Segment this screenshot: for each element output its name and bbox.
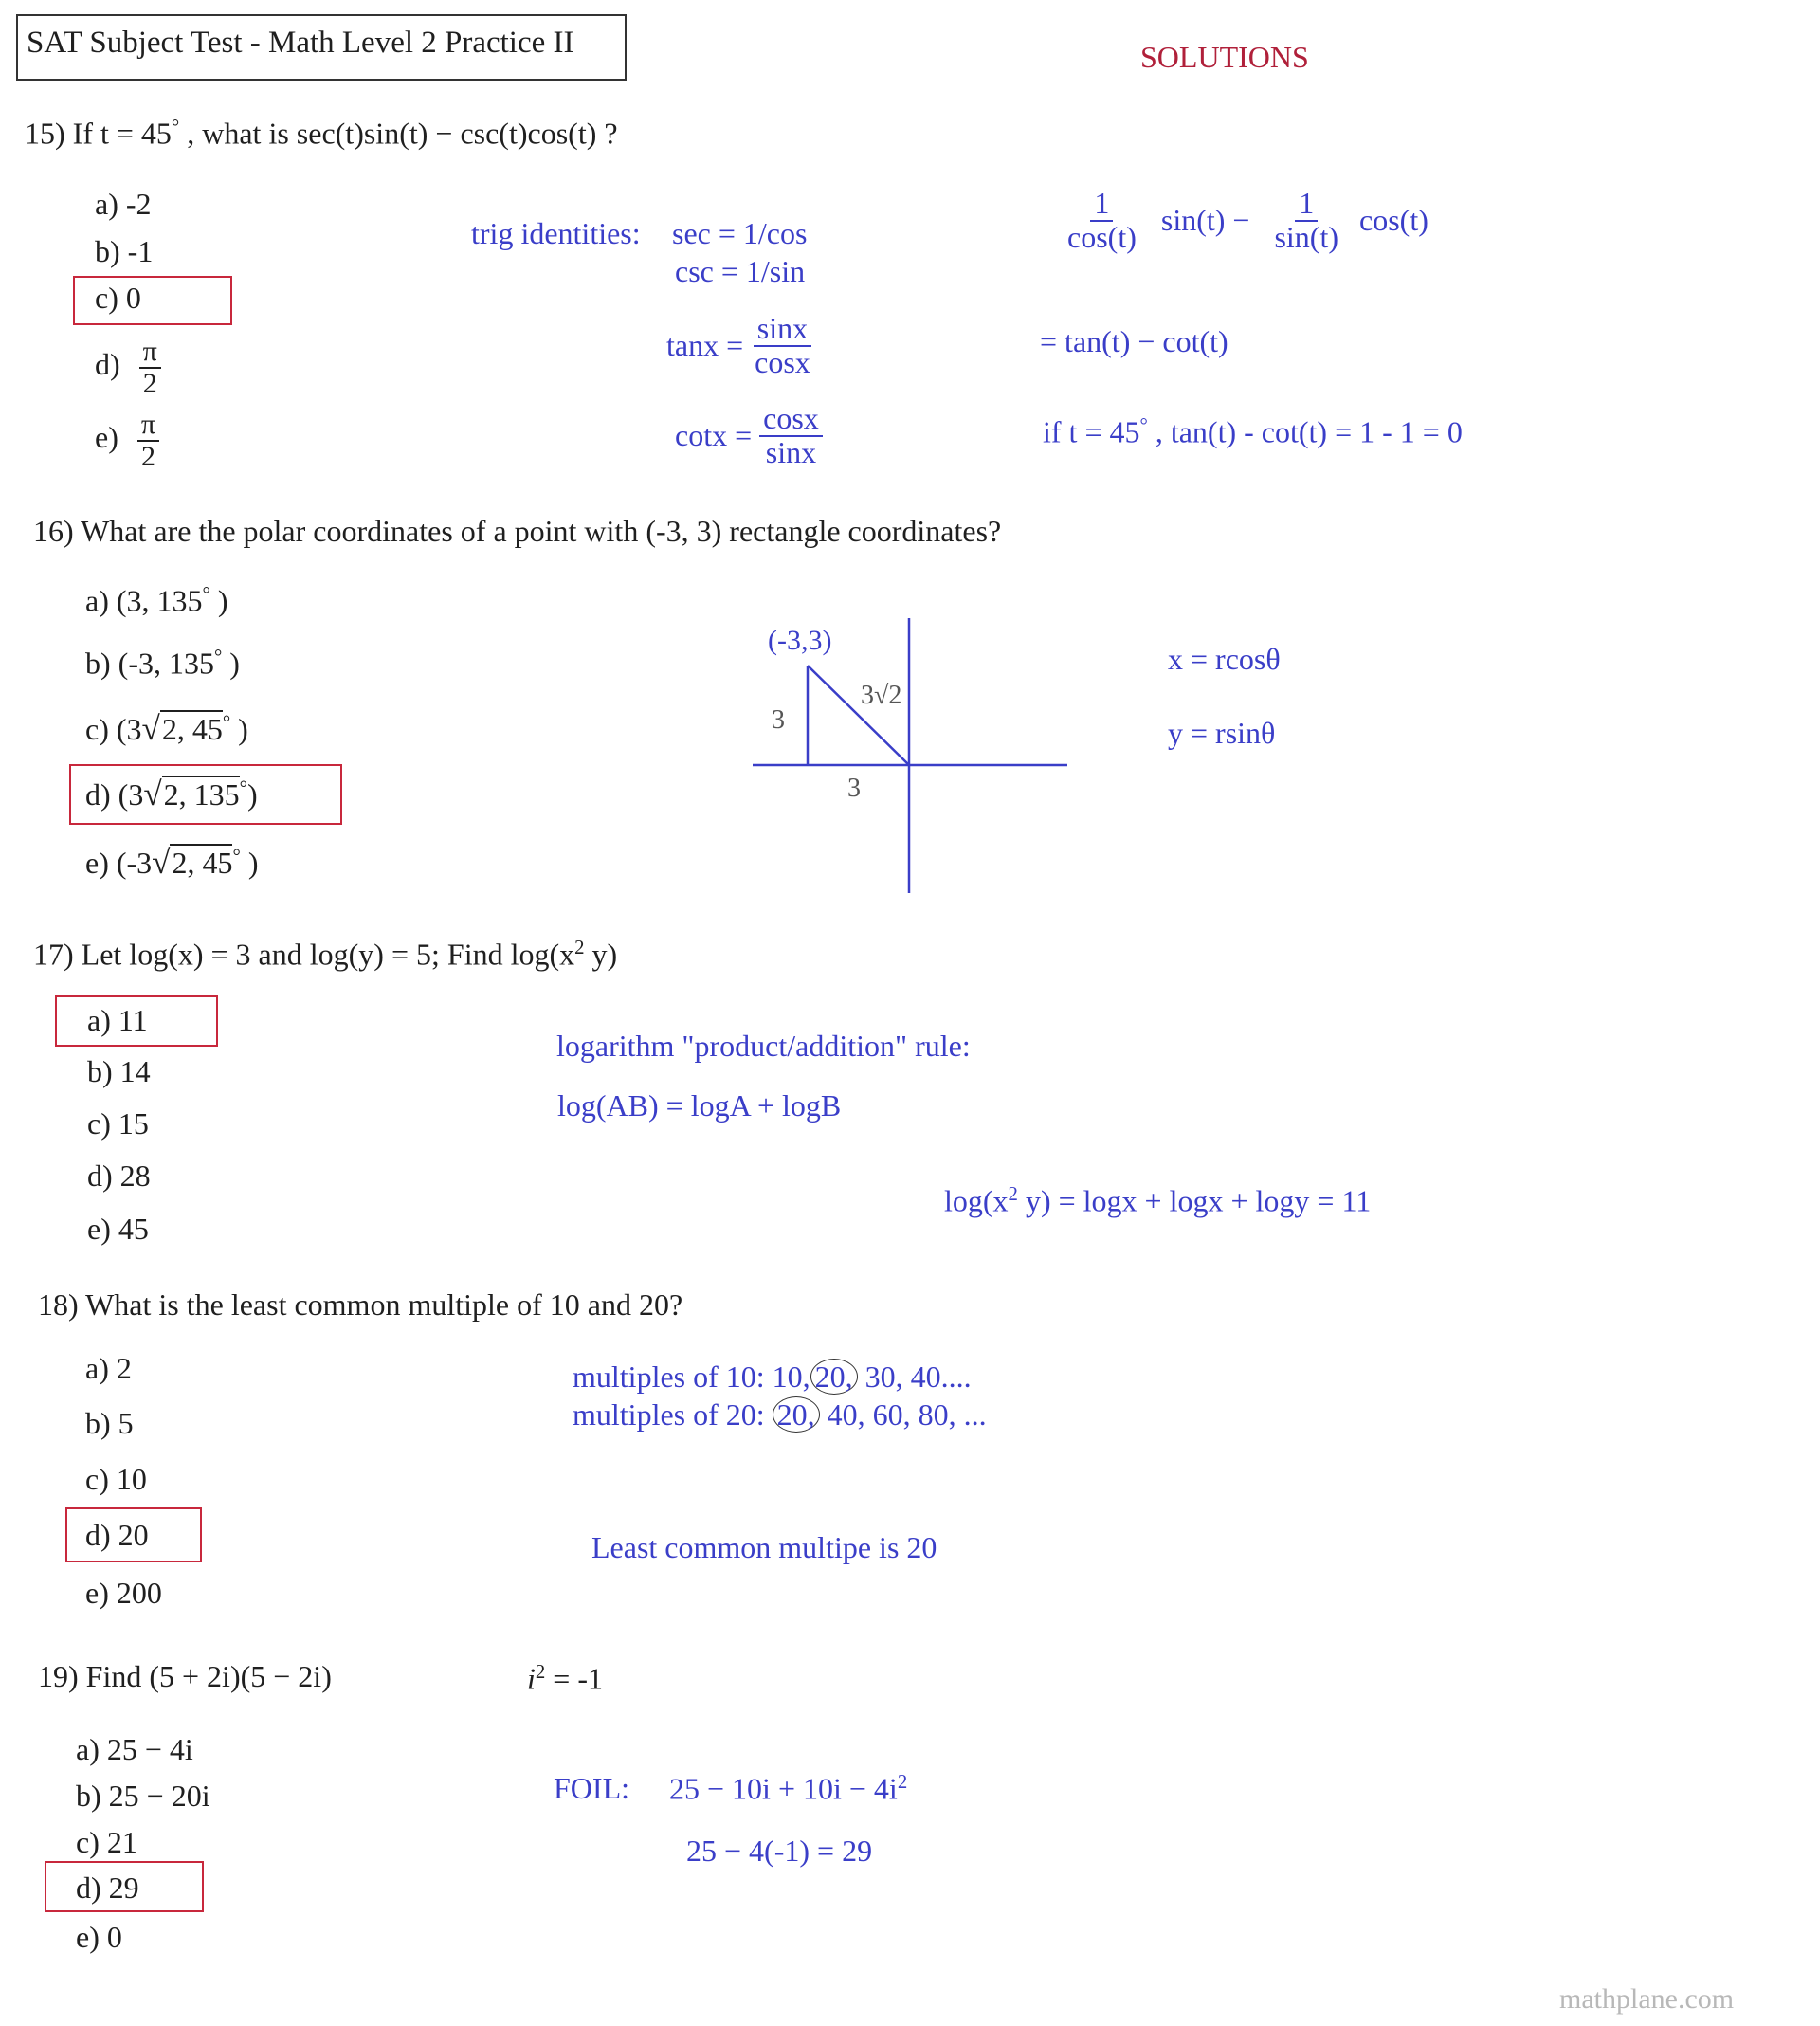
q17-work: $\log(x^2$ y) = logx + logx + logy = 11 [944, 1183, 1372, 1218]
q15-work-line2: = tan(t) − cot(t) [1040, 324, 1228, 358]
q17-choice-e: e) 45 [87, 1212, 149, 1246]
q18-answer: Least common multipe is 20 [592, 1530, 937, 1564]
q18-multiples-of-20: multiples of 20: 20, 40, 60, 80, ... [573, 1397, 987, 1432]
q18-choice-d: d) 20 [85, 1518, 149, 1552]
q19-foil-label: FOIL: [554, 1771, 629, 1805]
hypotenuse-label: 3√2 [861, 681, 902, 710]
q15-tan-identity: tanx = $\frac{\sin x}{\cos x}$ [666, 311, 810, 379]
q19-choice-c: c) 21 [76, 1825, 137, 1859]
q18-choice-a: a) 2 [85, 1351, 132, 1385]
q15-choice-b: b) -1 [95, 234, 154, 268]
q15-choice-d: d) $\frac{\pi}{2}$ [95, 337, 161, 398]
q18-multiples-of-10: multiples of 10: 10, 20, 30, 40.... [573, 1360, 972, 1394]
theta-symbol: θ [1265, 642, 1281, 676]
vertical-side-label: 3 [772, 705, 785, 735]
q19-i-squared: $i^2 = -1$ [527, 1661, 603, 1696]
q15-csc-identity: csc = 1/sin [675, 254, 806, 288]
q15-work-line3: if t = 45° , tan(t) - cot(t) = 1 - 1 = 0 [1043, 414, 1463, 449]
q16-choice-b: b) (-3, 135° ) [85, 646, 240, 681]
point-label: (-3,3) [768, 625, 832, 656]
q18-choice-e: e) 200 [85, 1576, 162, 1610]
q16-choice-c: c) (3√2, 45° ) [85, 710, 248, 747]
q17-choice-c: c) 15 [87, 1106, 149, 1141]
q16-choice-a: a) (3, 135° ) [85, 583, 228, 618]
q17-choice-a: a) 11 [87, 1003, 148, 1037]
watermark: mathplane.com [1559, 1983, 1735, 2015]
q15-choice-e: e) $\frac{\pi}{2}$ [95, 410, 159, 471]
solutions-heading: SOLUTIONS [1140, 40, 1309, 74]
q19-choice-e: e) 0 [76, 1920, 122, 1954]
q16-x-formula: x = rcosθ [1168, 642, 1281, 676]
q15-sec-identity: sec = 1/cos [672, 216, 808, 250]
q17-choice-b: b) 14 [87, 1054, 151, 1088]
q18-choice-c: c) 10 [85, 1462, 147, 1496]
page-title: SAT Subject Test - Math Level 2 Practice II [27, 26, 574, 60]
q15-question: 15) If t = 45° , what is sec(t)sin(t) − csc(t)cos(t) ? [25, 116, 618, 151]
q19-question: 19) Find (5 + 2i)(5 − 2i) [38, 1659, 332, 1693]
q17-rule-formula: log(AB) = logA + logB [557, 1088, 842, 1123]
circled-20: 20, [810, 1359, 858, 1395]
q16-coordinate-diagram [739, 607, 1081, 901]
q17-rule-label: logarithm "product/addition" rule: [556, 1029, 971, 1063]
q18-choice-b: b) 5 [85, 1406, 134, 1440]
q19-choice-b: b) 25 − 20i [76, 1779, 210, 1813]
q15-choice-c: c) 0 [95, 281, 141, 315]
q16-choice-e: e) (-3√2, 45° ) [85, 844, 259, 881]
q19-foil-expression: $25 - 10i + 10i - 4i^2$ [669, 1771, 908, 1806]
q19-choice-d: d) 29 [76, 1871, 139, 1905]
q16-choice-d: d) (3√2, 135°) [85, 776, 258, 812]
q17-choice-d: d) 28 [87, 1159, 151, 1193]
q15-choice-a: a) -2 [95, 187, 152, 221]
horizontal-side-label: 3 [847, 774, 861, 803]
q15-trig-label: trig identities: [471, 216, 641, 250]
theta-symbol: θ [1261, 716, 1276, 750]
q16-y-formula: y = rsinθ [1168, 716, 1276, 750]
q19-choice-a: a) 25 − 4i [76, 1732, 193, 1766]
q17-question: 17) Let log(x) = 3 and log(y) = 5; Find $\log(x^2$ y) [33, 937, 618, 972]
q19-foil-result: 25 − 4(-1) = 29 [686, 1834, 873, 1868]
circled-20: 20, [773, 1396, 820, 1433]
q15-cot-identity: cotx = $\frac{\cos x}{\sin x}$ [675, 403, 823, 468]
q16-question: 16) What are the polar coordinates of a point with (-3, 3) rectangle coordinates? [33, 514, 1002, 548]
q15-work-line1: $\frac{1}{\cos(t)}$ sin(t) − $\frac{1}{\sin(t)}$ cos(t) [1067, 186, 1429, 254]
q18-question: 18) What is the least common multiple of 10 and 20? [38, 1287, 683, 1322]
